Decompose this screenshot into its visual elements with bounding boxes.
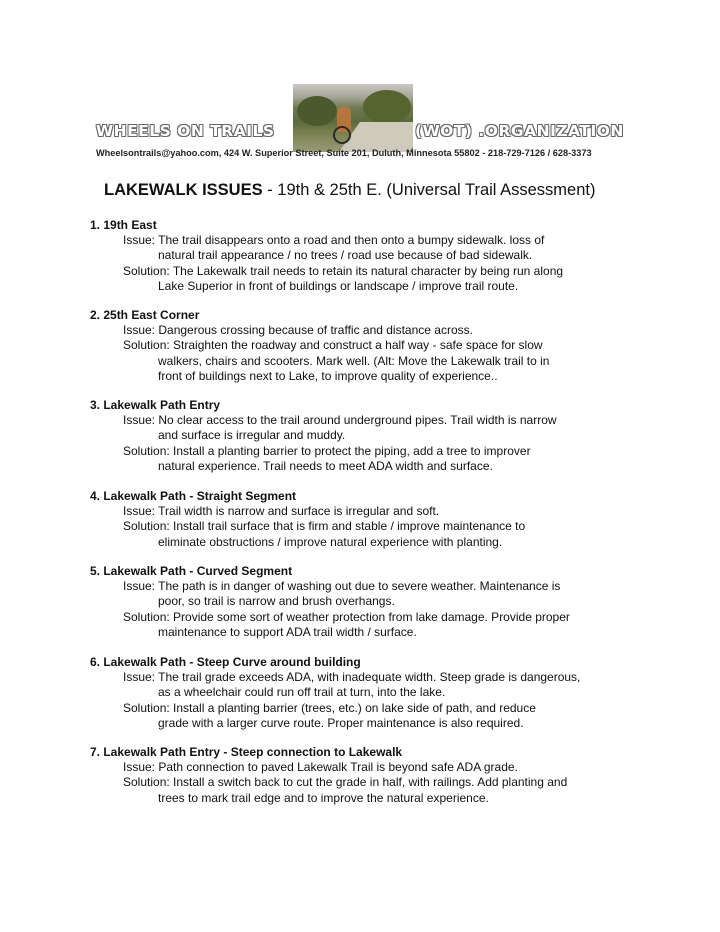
issue [90,233,650,263]
solution-line: trees to mark trail edge and to improve the natural experience. [158,790,489,805]
solution-line: Solution: The Lakewalk trail needs to retain its natural character by being run along [123,263,564,278]
issue [90,579,650,609]
section-straight-segment [90,489,650,550]
issue-line: Issue: The path is in danger of washing out due to severe weather. Maintenance is [123,579,561,594]
issue-line: Issue: Path connection to paved Lakewalk Trail is beyond safe ADA grade. [123,760,518,775]
issue [90,760,650,775]
issue [90,670,650,700]
banner-photo [293,84,413,152]
issue-line: poor, so trail is narrow and brush overhangs. [158,594,395,609]
section-heading: 6. Lakewalk Path - Steep Curve around building [90,655,361,669]
issue-line: Issue: Trail width is narrow and surface is irregular and soft. [123,504,440,519]
section-heading: 1. 19th East [90,218,157,232]
solution-line: walkers, chairs and scooters. Mark well. (Alt: Move the Lakewalk trail to in [158,353,550,368]
solution-line: Solution: Install trail surface that is firm and stable / improve maintenance to [123,519,526,534]
section-heading: 3. Lakewalk Path Entry [90,398,221,412]
solution-line: Solution: Install a planting barrier (trees, etc.) on lake side of path, and reduce [123,700,536,715]
section-heading: 7. Lakewalk Path Entry - Steep connection to Lakewalk [90,745,403,759]
section-heading: 2. 25th East Corner [90,308,200,322]
solution-line: natural experience. Trail needs to meet ADA width and surface. [158,458,493,473]
section-heading: 4. Lakewalk Path - Straight Segment [90,489,297,503]
banner-title-left: WHEELS ON TRAILS [96,122,275,140]
document-title-bold: LAKEWALK ISSUES [104,181,263,199]
solution [90,519,650,549]
solution-line: eliminate obstructions / improve natural experience with planting. [158,534,503,549]
section-steep-connection [90,745,650,806]
solution [90,444,650,474]
issue [90,413,650,443]
solution [90,338,650,384]
section-curved-segment [90,564,650,640]
solution-line: Solution: Install a switch back to cut the grade in half, with railings. Add planting and [123,775,568,790]
section-19th-east [90,218,650,294]
solution [90,701,650,731]
contact-line: Wheelsontrails@yahoo.com, 424 W. Superior Street, Suite 201, Duluth, Minnesota 55802 - 218-729-7126 / 628-3373 [96,148,592,158]
section-lakewalk-path-entry [90,398,650,474]
issue [90,323,650,338]
document-title-rest: - 19th & 25th E. (Universal Trail Assessment) [262,181,596,199]
solution-line: maintenance to support ADA trail width / surface. [158,624,417,639]
issue-line: as a wheelchair could run off trail at turn, into the lake. [158,685,446,700]
issue-line: Issue: Dangerous crossing because of traffic and distance across. [123,323,473,338]
solution-line: Solution: Provide some sort of weather protection from lake damage. Provide proper [123,609,570,624]
issue-line: Issue: The trail grade exceeds ADA, with inadequate width. Steep grade is dangerous, [123,670,581,685]
solution-line: Solution: Install a planting barrier to protect the piping, add a tree to improver [123,443,531,458]
solution [90,610,650,640]
solution [90,264,650,294]
document-title [104,181,596,200]
issue-line: Issue: The trail disappears onto a road and then onto a bumpy sidewalk. loss of [123,233,545,248]
solution-line: Solution: Straighten the roadway and construct a half way - safe space for slow [123,338,543,353]
section-steep-curve [90,655,650,731]
section-heading: 5. Lakewalk Path - Curved Segment [90,564,293,578]
issue-line: natural trail appearance / no trees / road use because of bad sidewalk. [158,248,533,263]
banner-title-right: (WOT) .ORGANIZATION [415,122,624,140]
solution-line: Lake Superior in front of buildings or landscape / improve trail route. [158,278,519,293]
letterhead [93,84,624,164]
solution-line: grade with a larger curve route. Proper maintenance is also required. [158,715,524,730]
issue-line: and surface is irregular and muddy. [158,428,346,443]
section-25th-east-corner [90,308,650,384]
solution-line: front of buildings next to Lake, to improve quality of experience.. [158,368,498,383]
solution [90,775,650,805]
issue [90,504,650,519]
issue-line: Issue: No clear access to the trail around underground pipes. Trail width is narrow [123,413,557,428]
